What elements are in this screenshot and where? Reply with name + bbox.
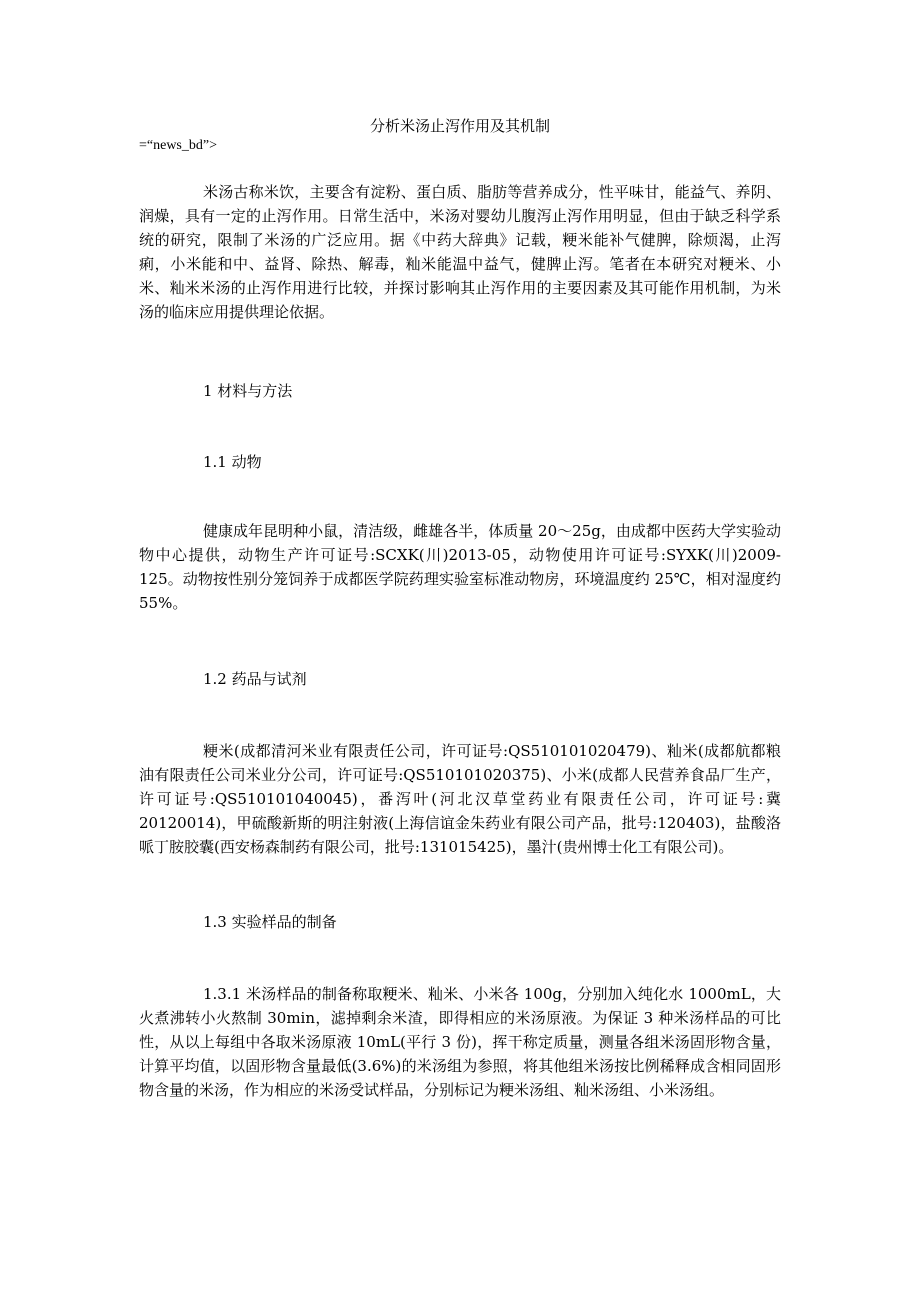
section-heading-reagents: 1.2 药品与试剂 xyxy=(203,670,307,688)
intro-paragraph: 米汤古称米饮，主要含有淀粉、蛋白质、脂肪等营养成分，性平味甘，能益气、养阴、润燥，具有一定的止泻作用。日常生活中，米汤对婴幼儿腹泻止泻作用明显，但由于缺乏科学系统的研究，限制了米汤的广泛应用。据《中药大辞典》记载，粳米能补气健脾，除烦渴，止泻痢，小米能和中、益肾、除热、解毒，籼米能温中益气，健脾止泻。笔者在本研究对粳米、小米、籼米米汤的止泻作用进行比较，并探讨影响其止泻作用的主要因素及其可能作用机制，为米汤的临床应用提供理论依据。 xyxy=(139,183,781,321)
reagents-paragraph: 粳米(成都清河米业有限责任公司，许可证号:QS510101020479)、籼米(成都航都粮油有限责任公司米业分公司，许可证号:QS510101020375)、小米(成都人民营养食品厂生产，许可证号:QS510101040045)，番泻叶(河北汉草堂药业有限责任公司，许可证号:冀 20120014)，甲硫酸新斯的明注射液(上海信谊金朱药业有限公司产品，批号:120403)，盐酸洛哌丁胺胶囊(西安杨森制药有限公司，批号:131015425)，墨汁(贵州博士化工有限公司)。 xyxy=(139,742,781,856)
section-heading-sample-preparation: 1.3 实验样品的制备 xyxy=(203,913,337,931)
section-heading-materials-methods: 1 材料与方法 xyxy=(203,382,293,400)
code-fragment: =“news_bd”> xyxy=(139,138,217,153)
document-title: 分析米汤止泻作用及其机制 xyxy=(369,117,550,135)
preparation-paragraph: 1.3.1 米汤样品的制备称取粳米、籼米、小米各 100g，分别加入纯化水 1000mL，大火煮沸转小火熬制 30min，滤掉剩余米渣，即得相应的米汤原液。为保证 3 种米汤样品的可比性，从以上每组中各取米汤原液 10mL(平行 3 份)，挥干称定质量，测量各组米汤固形物含量，计算平均值，以固形物含量最低(3.6%)的米汤组为参照，将其他组米汤按比例稀释成含相同固形物含量的米汤，作为相应的米汤受试样品，分别标记为粳米汤组、籼米汤组、小米汤组。 xyxy=(139,985,781,1099)
animals-paragraph: 健康成年昆明种小鼠，清洁级，雌雄各半，体质量 20～25g，由成都中医药大学实验动物中心提供，动物生产许可证号:SCXK(川)2013-05，动物使用许可证号:SYXK(川)2009-125。动物按性别分笼饲养于成都医学院药理实验室标准动物房，环境温度约 25℃，相对湿度约 55%。 xyxy=(139,522,781,612)
section-heading-animals: 1.1 动物 xyxy=(203,453,262,471)
